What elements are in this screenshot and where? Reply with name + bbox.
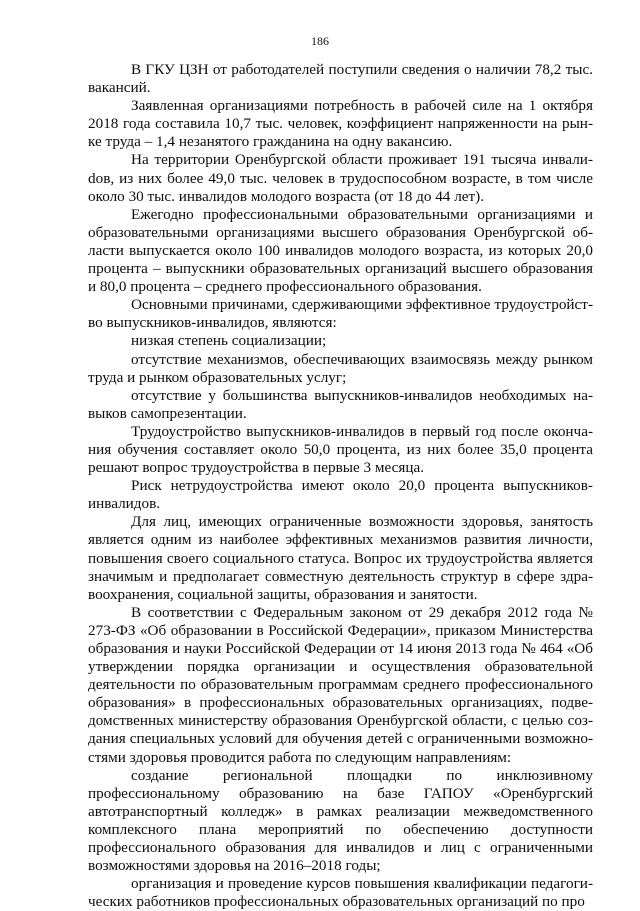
paragraph: Трудоустройство выпускников-инвалидов в первый год после окончания обучения составляет около 50,0 процента, из них более 35,0 процента решают вопрос трудоустройства в первые 3 месяца.: [88, 422, 593, 477]
list-item: низкая степень социализации;: [131, 332, 327, 350]
paragraph: В ГКУ ЦЗН от работодателей поступили сведения о наличии 78,2 тыс. вакансий.: [88, 61, 593, 97]
paragraph: Риск нетрудоустройства имеют около 20,0 процента выпускников-инвалидов.: [88, 477, 593, 513]
list-item: отсутствие у большинства выпускников-инвалидов необходимых навыков самопрезентации.: [88, 386, 593, 422]
list-item: организация и проведение курсов повышения квалификации педагогических работников профессиональных образовательных организаций по про: [88, 875, 593, 911]
paragraph: Заявленная организациями потребность в рабочей силе на 1 октября 2018 года составила 10,7 тыс. человек, коэффициент напряженности на рынке труда – 1,4 незанятого гражданина на одну вакансию.: [88, 97, 593, 151]
list-item: создание региональной площадки по инклюзивному профессиональному образованию на базе ГАПОУ «Оренбургский автотранспортный колледж» в рамках реализации межведомственного комплексного плана мероприятий по обеспечению доступности профессионального образования для инвалидов и лиц с ограниченными возможностями здоровья на 2016–2018 годы;: [88, 766, 593, 875]
paragraph: На территории Оренбургской области проживает 191 тысяча инвалиdов, из них более 49,0 тыс. человек в трудоспособном возрасте, в том числе около 30 тыс. инвалидов молодого возраста (от 18 до 44 лет).: [88, 151, 593, 205]
document-body: [88, 61, 593, 911]
paragraph: Основными причинами, сдерживающими эффективное трудоустройство выпускников-инвалидов, являются:: [88, 296, 593, 332]
paragraph: Для лиц, имеющих ограниченные возможности здоровья, занятость является одним из наиболее эффективных механизмов развития личности, повышения своего социального статуса. Вопрос их трудоустройства является значимым и предполагает совместную деятельность структур в сфере здравоохранения, социальной защиты, образования и занятости.: [88, 513, 593, 603]
list-item: отсутствие механизмов, обеспечивающих взаимосвязь между рынком труда и рынком образовательных услуг;: [88, 350, 593, 386]
page-number: 186: [311, 34, 329, 48]
paragraph: В соответствии с Федеральным законом от 29 декабря 2012 года № 273-ФЗ «Об образовании в Российской Федерации», приказом Министерства образования и науки Российской Федерации от 14 июня 2013 года № 464 «Об утверждении порядка организации и осуществления образовательной деятельности по образовательным программам среднего профессионального образования» в профессиональных образовательных организациях, подведомственных министерству образования Оренбургской области, с целью создания специальных условий для обучения детей с ограниченными возможностями здоровья проводится работа по следующим направлениям:: [88, 603, 593, 766]
paragraph: Ежегодно профессиональными образовательными организациями и образовательными организациями высшего образования Оренбургской области выпускается около 100 инвалидов молодого возраста, из которых 20,0 процента – выпускники образовательных организаций высшего образования и 80,0 процента – среднего профессионального образования.: [88, 205, 593, 296]
